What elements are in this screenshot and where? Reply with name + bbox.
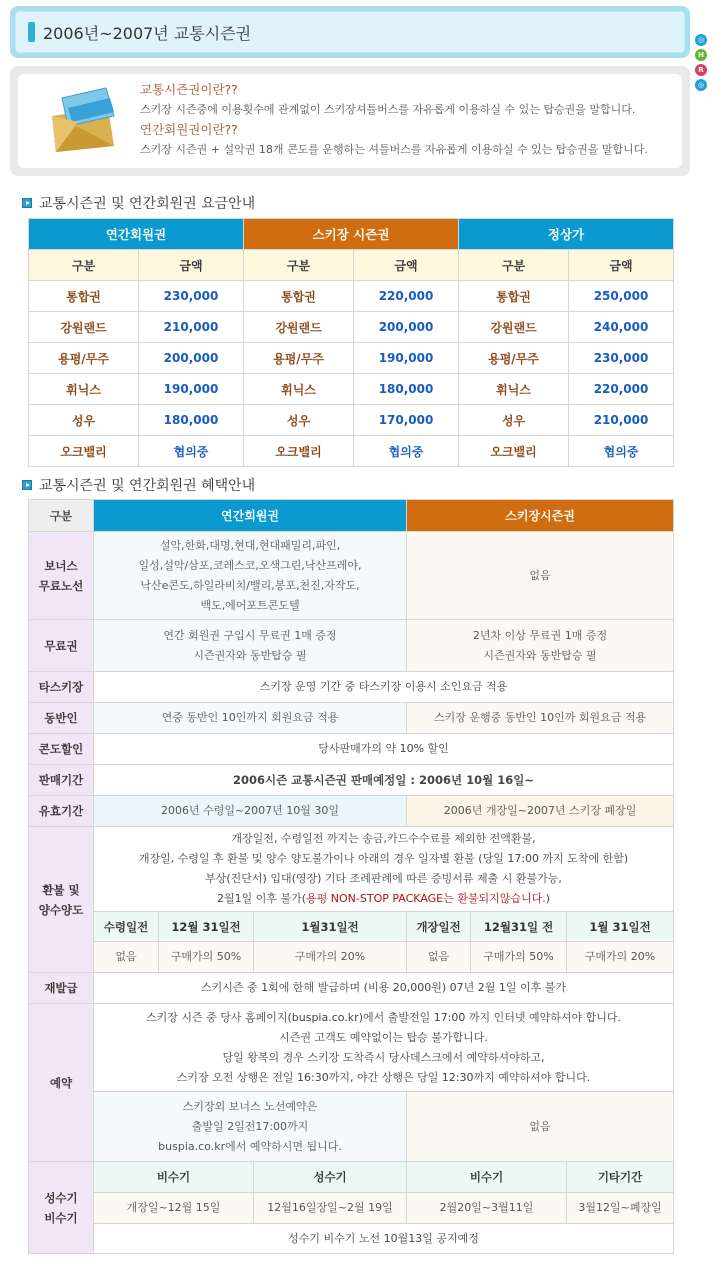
intro-q2: 연간회원권이란?? — [140, 122, 238, 137]
free-line: 2년차 이상 무료권 1매 증정 — [472, 628, 608, 642]
fee-amount: 180,000 — [139, 405, 244, 436]
valid-ski-cell: 2006년 개장일~2007년 스키장 폐장일 — [407, 796, 674, 827]
reserve-text-cell — [94, 1004, 674, 1092]
bonus-annual-cell — [94, 532, 407, 620]
side-nav-top-icon[interactable]: ◎ — [695, 79, 707, 91]
fee-amount: 210,000 — [139, 312, 244, 343]
side-nav-h-icon[interactable]: H — [695, 49, 707, 61]
fee-group-ski: 스키장 시즌권 — [244, 219, 459, 250]
ticket-envelope-icon — [48, 86, 118, 154]
fee-amount: 250,000 — [569, 281, 674, 312]
fee-cat: 성우 — [244, 405, 354, 436]
row-label-free: 무료권 — [29, 620, 94, 672]
section-title-benefits-text: 교통시즌권 및 연간회원권 혜택안내 — [39, 478, 256, 494]
fee-amount: 200,000 — [354, 312, 459, 343]
bonus-line: 낙산e콘도,하일라비치/밸리,봉포,천진,자작도, — [140, 578, 360, 592]
fee-amount: 190,000 — [139, 374, 244, 405]
fee-amount: 180,000 — [354, 374, 459, 405]
fee-sub-amount: 금액 — [569, 250, 674, 281]
intro-inner — [18, 74, 682, 168]
refund-head: 1월31일전 — [254, 912, 407, 942]
row-label-season-line: 비수기 — [44, 1210, 78, 1225]
refund-val: 구매가의 20% — [567, 942, 674, 973]
fee-cat: 성우 — [459, 405, 569, 436]
fee-sub-category: 구분 — [244, 250, 354, 281]
refund-head: 수령일전 — [94, 912, 159, 942]
refund-val: 없음 — [407, 942, 471, 973]
row-label-valid: 유효기간 — [29, 796, 94, 827]
fee-cat: 통합권 — [244, 281, 354, 312]
row-label-refund-line: 양수양도 — [38, 902, 84, 917]
free-line: 시즌권자와 동반탑승 필 — [483, 648, 597, 662]
fee-amount: 협의중 — [139, 436, 244, 467]
valid-annual-cell: 2006년 수령일~2007년 10월 30일 — [94, 796, 407, 827]
refund-head: 개장일전 — [407, 912, 471, 942]
row-label-refund-line: 환불 및 — [42, 882, 80, 897]
free-ski-cell — [407, 620, 674, 672]
fee-cat: 용평/무주 — [29, 343, 139, 374]
reserve-annual-cell — [94, 1092, 407, 1162]
fee-cat: 휘닉스 — [459, 374, 569, 405]
season-note-cell: 성수기 비수기 노선 10월13일 공지예정 — [94, 1224, 674, 1254]
intro-a1: 스키장 시즌중에 이용횟수에 관계없이 스키장셔틀버스를 자유롭게 이용하실 수 있는 탑승권을 말합니다. — [140, 103, 636, 116]
page-title-inner — [15, 11, 685, 53]
reserve-line: 당일 왕복의 경우 스키장 도착즉시 당사데스크에서 예약하셔야하고, — [222, 1050, 545, 1064]
season-val: 12월16일장일~2월 19일 — [254, 1193, 407, 1224]
fee-cat: 강원랜드 — [459, 312, 569, 343]
row-label-reserve: 예약 — [29, 1004, 94, 1162]
row-label-sale: 판매기간 — [29, 765, 94, 796]
sale-cell: 2006시즌 교통시즌권 판매예정일 : 2006년 10월 16일~ — [94, 765, 674, 796]
season-head: 비수기 — [94, 1162, 254, 1193]
fee-amount: 220,000 — [354, 281, 459, 312]
row-label-bonus-line: 무료노선 — [38, 578, 84, 593]
refund-line: 부상(진단서) 입대(영장) 기타 조례판례에 따른 증빙서류 제출 시 환불가능, — [205, 872, 562, 885]
table-row — [29, 405, 674, 436]
table-row — [29, 374, 674, 405]
fee-cat: 통합권 — [459, 281, 569, 312]
fee-sub-amount: 금액 — [139, 250, 244, 281]
row-label-other: 타스키장 — [29, 672, 94, 703]
page-title-bar — [10, 6, 690, 58]
table-row — [29, 312, 674, 343]
fee-cat: 용평/무주 — [244, 343, 354, 374]
refund-val: 구매가의 20% — [254, 942, 407, 973]
reserve-annual-line: buspia.co.kr에서 예약하시면 됩니다. — [158, 1139, 342, 1153]
reserve-line: 스키장 오전 상행은 전일 16:30까지, 야간 상행은 당일 12:30까지 예약하셔야 합니다. — [176, 1070, 591, 1084]
intro-q1: 교통시즌권이란?? — [140, 82, 238, 97]
refund-head: 12월 31일전 — [159, 912, 254, 942]
condo-cell: 당사판매가의 약 10% 할인 — [94, 734, 674, 765]
section-title-fees — [22, 193, 255, 213]
bonus-ski-cell: 없음 — [407, 532, 674, 620]
row-label-season-line: 성수기 — [44, 1190, 78, 1205]
fee-amount: 240,000 — [569, 312, 674, 343]
fee-amount: 230,000 — [139, 281, 244, 312]
benefit-header-ski: 스키장시즌권 — [407, 500, 674, 532]
refund-head: 1월 31일전 — [567, 912, 674, 942]
section-title-fees-text: 교통시즌권 및 연간회원권 요금안내 — [39, 196, 256, 212]
fee-cat: 용평/무주 — [459, 343, 569, 374]
fee-table — [28, 218, 674, 467]
fee-amount: 협의중 — [569, 436, 674, 467]
fee-cat: 강원랜드 — [244, 312, 354, 343]
fee-amount: 170,000 — [354, 405, 459, 436]
refund-text-cell — [94, 827, 674, 912]
fee-sub-category: 구분 — [459, 250, 569, 281]
side-nav-r-icon[interactable]: R — [695, 64, 707, 76]
companion-ski-cell: 스키장 운행중 동반인 10인까 회원요금 적용 — [407, 703, 674, 734]
other-cell: 스키장 운영 기간 중 타스키장 이용시 소인요금 적용 — [94, 672, 674, 703]
section-title-benefits — [22, 475, 255, 495]
reserve-annual-line: 스키장외 보너스 노선예약은 — [182, 1099, 318, 1113]
fee-amount: 협의중 — [354, 436, 459, 467]
fee-group-regular: 정상가 — [459, 219, 674, 250]
fee-cat: 오크밸리 — [244, 436, 354, 467]
fee-sub-amount: 금액 — [354, 250, 459, 281]
benefit-header-annual: 연간회원권 — [94, 500, 407, 532]
table-row — [29, 281, 674, 312]
table-row — [29, 436, 674, 467]
row-label-reissue: 재발급 — [29, 973, 94, 1004]
intro-a2: 스키장 시즌권 + 설악권 18개 콘도를 운행하는 셔틀버스를 자유롭게 이용하실 수 있는 탑승권을 말합니다. — [140, 143, 648, 156]
section-bullet-icon — [22, 480, 32, 490]
fee-cat: 휘닉스 — [244, 374, 354, 405]
row-label-condo: 콘도할인 — [29, 734, 94, 765]
reissue-cell: 스키시즌 중 1회에 한해 발급하며 (비용 20,000원) 07년 2월 1일 이후 불가 — [94, 973, 674, 1004]
row-label-companion: 동반인 — [29, 703, 94, 734]
season-head: 비수기 — [407, 1162, 567, 1193]
refund-line: 개장일전, 수령일전 까지는 송금,카드수수료를 제외한 전액환불, — [231, 832, 536, 845]
free-line: 연간 회원권 구입시 무료권 1매 증정 — [163, 628, 337, 642]
free-line: 시즌권자와 동반탑승 필 — [193, 648, 307, 662]
season-val: 2월20일~3월11일 — [407, 1193, 567, 1224]
row-label-bonus — [29, 532, 94, 620]
fee-amount: 200,000 — [139, 343, 244, 374]
intro-box — [10, 66, 690, 176]
fee-cat: 오크밸리 — [29, 436, 139, 467]
refund-val: 구매가의 50% — [471, 942, 567, 973]
fee-sub-category: 구분 — [29, 250, 139, 281]
fee-cat: 통합권 — [29, 281, 139, 312]
refund-warning: 용평 NON-STOP PACKAGE는 환불되지않습니다. — [306, 892, 546, 905]
fee-cat: 강원랜드 — [29, 312, 139, 343]
fee-cat: 휘닉스 — [29, 374, 139, 405]
fee-amount: 230,000 — [569, 343, 674, 374]
title-mark-icon — [28, 22, 35, 42]
refund-val: 없음 — [94, 942, 159, 973]
season-head: 기타기간 — [567, 1162, 674, 1193]
fee-cat: 성우 — [29, 405, 139, 436]
refund-last-close: ) — [545, 892, 551, 905]
row-label-refund — [29, 827, 94, 973]
benefit-table — [28, 499, 674, 1254]
fee-amount: 190,000 — [354, 343, 459, 374]
row-label-season — [29, 1162, 94, 1254]
refund-val: 구매가의 50% — [159, 942, 254, 973]
fee-cat: 오크밸리 — [459, 436, 569, 467]
reserve-line: 스키장 시즌 중 당사 홈페이지(buspia.co.kr)에서 출발전일 17:00 까지 인터넷 예약하셔야 합니다. — [145, 1010, 622, 1024]
section-bullet-icon — [22, 198, 32, 208]
row-label-bonus-line: 보너스 — [44, 558, 78, 573]
refund-head: 12월31일 전 — [471, 912, 567, 942]
bonus-line: 일성,설악/삼포,코레스코,오색그린,낙산프레야, — [138, 558, 362, 572]
companion-annual-cell: 연중 동반인 10인까지 회원요금 적용 — [94, 703, 407, 734]
fee-group-annual: 연간회원권 — [29, 219, 244, 250]
refund-line: 개장일, 수령일 후 환불 및 양수 양도불가이나 아래의 경우 일자별 환불 (당일 17:00 까지 도착에 한함) — [138, 852, 629, 865]
side-nav — [695, 34, 709, 94]
reserve-annual-line: 출발일 2일전17:00까지 — [191, 1119, 309, 1133]
refund-last-text: 2월1일 이후 불가( — [216, 892, 307, 905]
free-annual-cell — [94, 620, 407, 672]
side-nav-home-icon[interactable]: ◎ — [695, 34, 707, 46]
season-val: 개장일~12월 15일 — [94, 1193, 254, 1224]
fee-amount: 210,000 — [569, 405, 674, 436]
benefit-header-category: 구분 — [29, 500, 94, 532]
season-head: 성수기 — [254, 1162, 407, 1193]
table-row — [29, 343, 674, 374]
bonus-line: 설악,한화,대명,현대,현대패밀리,파인, — [159, 538, 341, 552]
season-val: 3월12일~폐장일 — [567, 1193, 674, 1224]
page-title: 2006년~2007년 교통시즌권 — [43, 23, 252, 43]
reserve-line: 시즌권 고객도 예약없이는 탑승 불가합니다. — [279, 1030, 488, 1044]
refund-line — [98, 889, 669, 909]
fee-amount: 220,000 — [569, 374, 674, 405]
reserve-ski-cell: 없음 — [407, 1092, 674, 1162]
intro-text — [140, 80, 648, 160]
bonus-line: 백도,에어포트콘도텔 — [200, 598, 300, 612]
